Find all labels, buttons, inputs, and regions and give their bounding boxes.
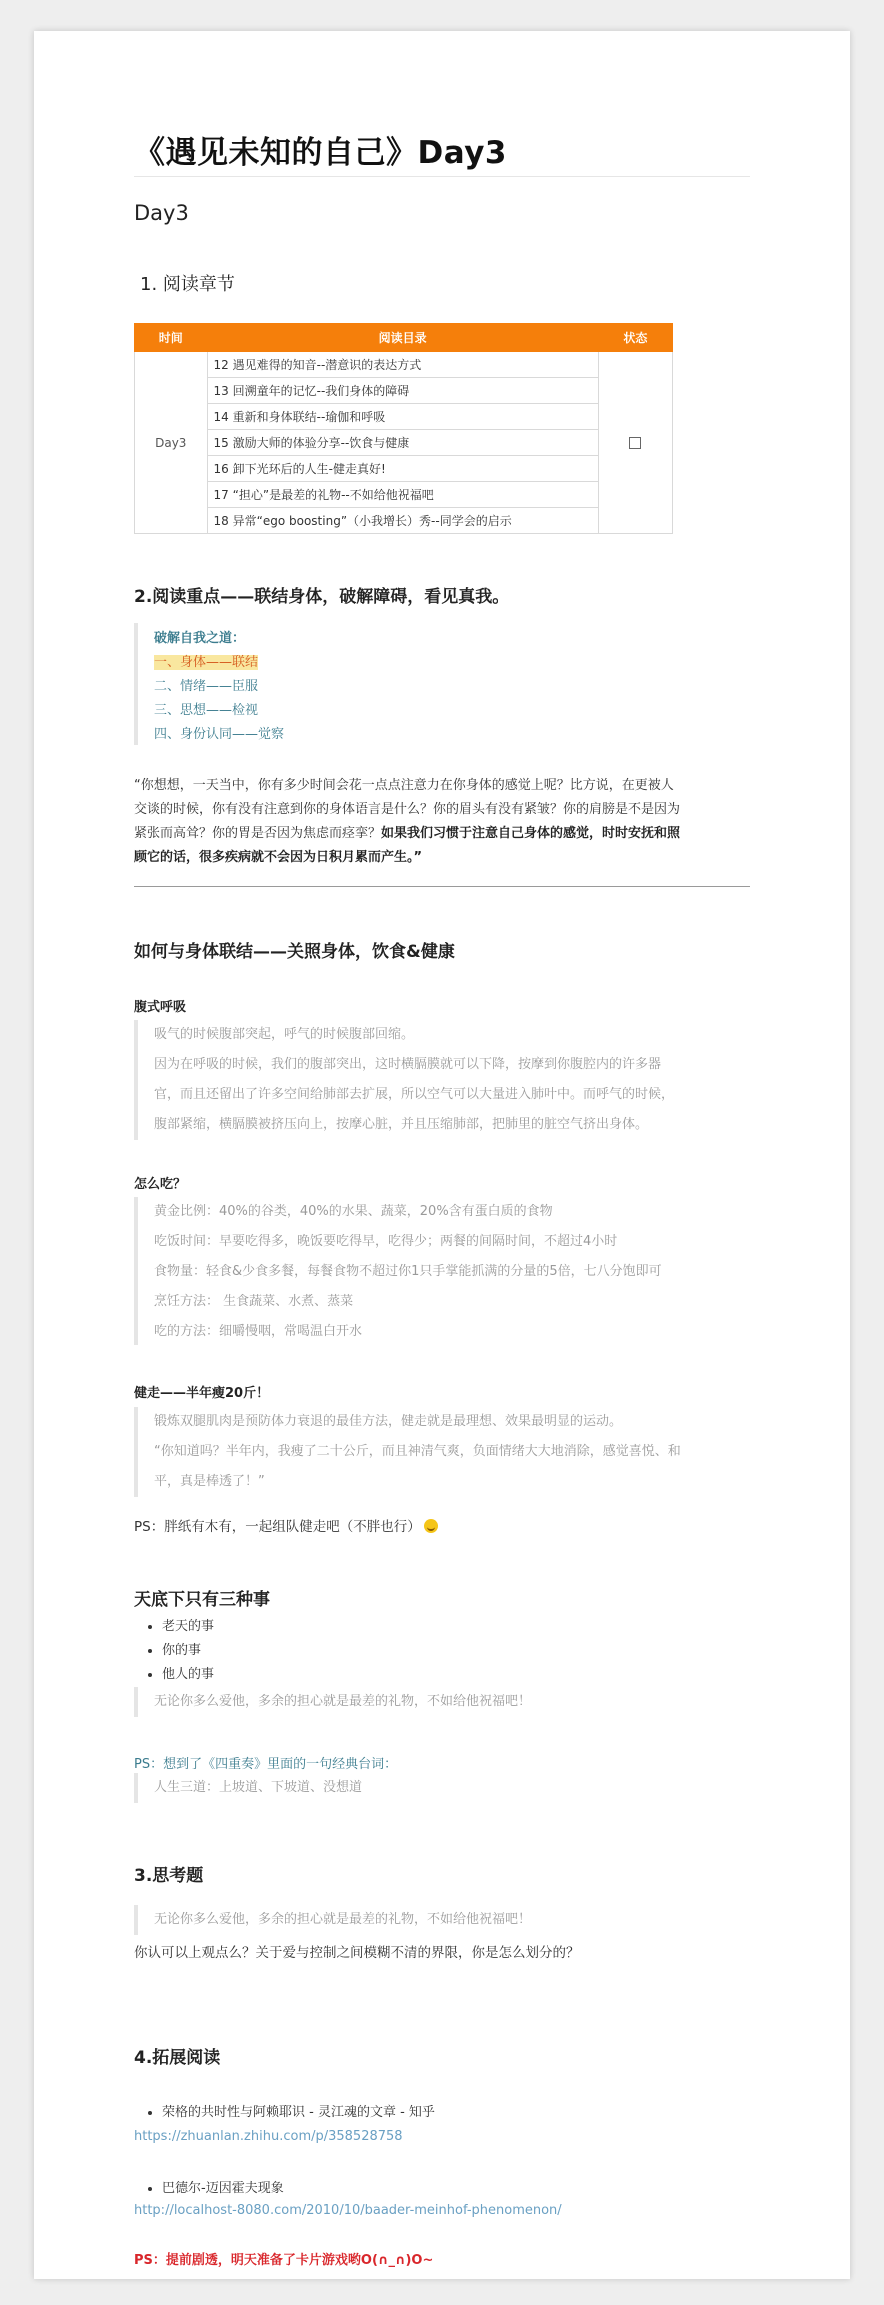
quote-item: 二、情绪——臣服 (154, 679, 259, 694)
status-checkbox[interactable] (598, 352, 672, 534)
quote-heading: 破解自我之道： (154, 631, 246, 646)
quote-item: 三、思想——检视 (154, 703, 259, 718)
reading-link-list (134, 2177, 284, 2201)
list-item: • 巴德尔-迈因霍夫现象 (162, 2177, 284, 2201)
zhihu-link[interactable]: https://zhuanlan.zhihu.com/p/358528758 (134, 2129, 403, 2144)
section-divider (134, 886, 750, 887)
section3-heading: 3.思考题 (134, 1866, 204, 1886)
table-header-contents: 阅读目录 (207, 324, 598, 352)
table-row (135, 352, 673, 378)
table-cell-chapter: 15 激励大师的体验分享--饮食与健康 (207, 430, 598, 456)
quote-item: 一、身体——联结 (154, 655, 259, 670)
walking-heading: 健走——半年瘦20斤！ (134, 1386, 270, 1401)
title-divider (134, 176, 750, 177)
table-row (135, 508, 673, 534)
three-things-heading: 天底下只有三种事 (134, 1590, 270, 1610)
quote-item: 四、身份认同——觉察 (154, 727, 285, 742)
key-points-quote (134, 623, 750, 745)
body-section-heading: 如何与身体联结——关照身体，饮食&健康 (134, 942, 455, 962)
table-cell-chapter: 13 回溯童年的记忆--我们身体的障碍 (207, 378, 598, 404)
final-ps: PS：提前剧透，明天准备了卡片游戏哟O(∩_∩)O~ (134, 2253, 434, 2268)
question-text: 你认可以上观点么？关于爱与控制之间模糊不清的界限，你是怎么划分的？ (134, 1945, 580, 1961)
list-item: • 他人的事 (162, 1663, 214, 1687)
section1-heading: 1. 阅读章节 (140, 274, 235, 295)
eating-heading: 怎么吃？ (134, 1177, 187, 1192)
document-page (34, 31, 850, 2279)
quartet-ps: PS：想到了《四重奏》里面的一句经典台词： (134, 1757, 398, 1772)
table-cell-chapter: 14 重新和身体联结--瑜伽和呼吸 (207, 404, 598, 430)
table-cell-chapter: 17 “担心”是最差的礼物--不如给他祝福吧 (207, 482, 598, 508)
table-cell-chapter: 18 异常“ego boosting”（小我增长）秀--同学会的启示 (207, 508, 598, 534)
section4-heading: 4.拓展阅读 (134, 2048, 221, 2068)
table-header-time: 时间 (135, 324, 208, 352)
eating-quote: 黄金比例：40%的谷类，40%的水果、蔬菜，20%含有蛋白质的食物 吃饭时间：早要吃得多，晚饭要吃得早，吃得少；两餐的间隔时间，不超过4小时 食物量：轻食&少食多餐，每餐食物不超过你1只手掌能抓满的分量的5倍，七八分饱即可 烹饪方法： 生食蔬菜、水煮、蒸菜 吃的方法：细嚼慢咽，常喝温白开水 (134, 1197, 750, 1345)
smile-emoji-icon (424, 1519, 438, 1533)
list-item: • 老天的事 (162, 1615, 214, 1639)
section2-heading: 2.阅读重点——联结身体，破解障碍，看见真我。 (134, 587, 510, 607)
table-cell-chapter: 12 遇见难得的知音--潜意识的表达方式 (207, 352, 598, 378)
quartet-quote: 人生三道：上坡道、下坡道、没想道 (134, 1773, 750, 1803)
reading-link-list (134, 2101, 435, 2125)
table-row (135, 456, 673, 482)
baader-meinhof-link[interactable]: http://localhost-8080.com/2010/10/baader-meinhof-phenomenon/ (134, 2203, 562, 2218)
page-title: 《遇见未知的自己》Day3 (134, 135, 507, 171)
table-row (135, 378, 673, 404)
quote-paragraph: “你想想，一天当中，你有多少时间会花一点点注意力在你身体的感觉上呢？比方说，在更被人 交谈的时候，你有没有注意到你的身体语言是什么？你的眉头有没有紧皱？你的肩膀是不是因为 紧张而高耸？你的胃是否因为焦虑而痉挛？如果我们习惯于注意自己身体的感觉，时时安抚和照 顾它的话，很多疾病就不会因为日积月累而产生。” (134, 778, 681, 865)
reading-table (134, 323, 673, 534)
table-cell-chapter: 16 卸下光环后的人生-健走真好! (207, 456, 598, 482)
question-quote: 无论你多么爱他，多余的担心就是最差的礼物，不如给他祝福吧！ (134, 1905, 750, 1935)
list-item: • 荣格的共时性与阿赖耶识 - 灵江魂的文章 - 知乎 (162, 2101, 435, 2125)
day-heading: Day3 (134, 201, 189, 225)
table-row (135, 430, 673, 456)
three-things-list (134, 1615, 214, 1687)
walking-ps: PS：胖纸有木有，一起组队健走吧（不胖也行） (134, 1515, 438, 1535)
breathing-quote: 吸气的时候腹部突起，呼气的时候腹部回缩。 因为在呼吸的时候，我们的腹部突出，这时横膈膜就可以下降，按摩到你腹腔内的许多器 官，而且还留出了许多空间给肺部去扩展，所以空气可以大量进入肺叶中。而呼气的时候， 腹部紧缩，横膈膜被挤压向上，按摩心脏，并且压缩肺部，把肺里的脏空气挤出身体。 (134, 1020, 750, 1140)
table-header-status: 状态 (598, 324, 672, 352)
breathing-heading: 腹式呼吸 (134, 1000, 187, 1015)
worry-quote: 无论你多么爱他，多余的担心就是最差的礼物，不如给他祝福吧！ (134, 1687, 750, 1717)
table-row (135, 404, 673, 430)
walking-quote: 锻炼双腿肌肉是预防体力衰退的最佳方法，健走就是最理想、效果最明显的运动。 “你知道吗？半年内，我瘦了二十公斤，而且神清气爽，负面情绪大大地消除，感觉喜悦、和 平，真是棒透了！” (134, 1407, 750, 1497)
checkbox-icon[interactable] (629, 437, 641, 449)
table-day-cell: Day3 (135, 352, 208, 534)
table-row (135, 482, 673, 508)
list-item: • 你的事 (162, 1639, 214, 1663)
